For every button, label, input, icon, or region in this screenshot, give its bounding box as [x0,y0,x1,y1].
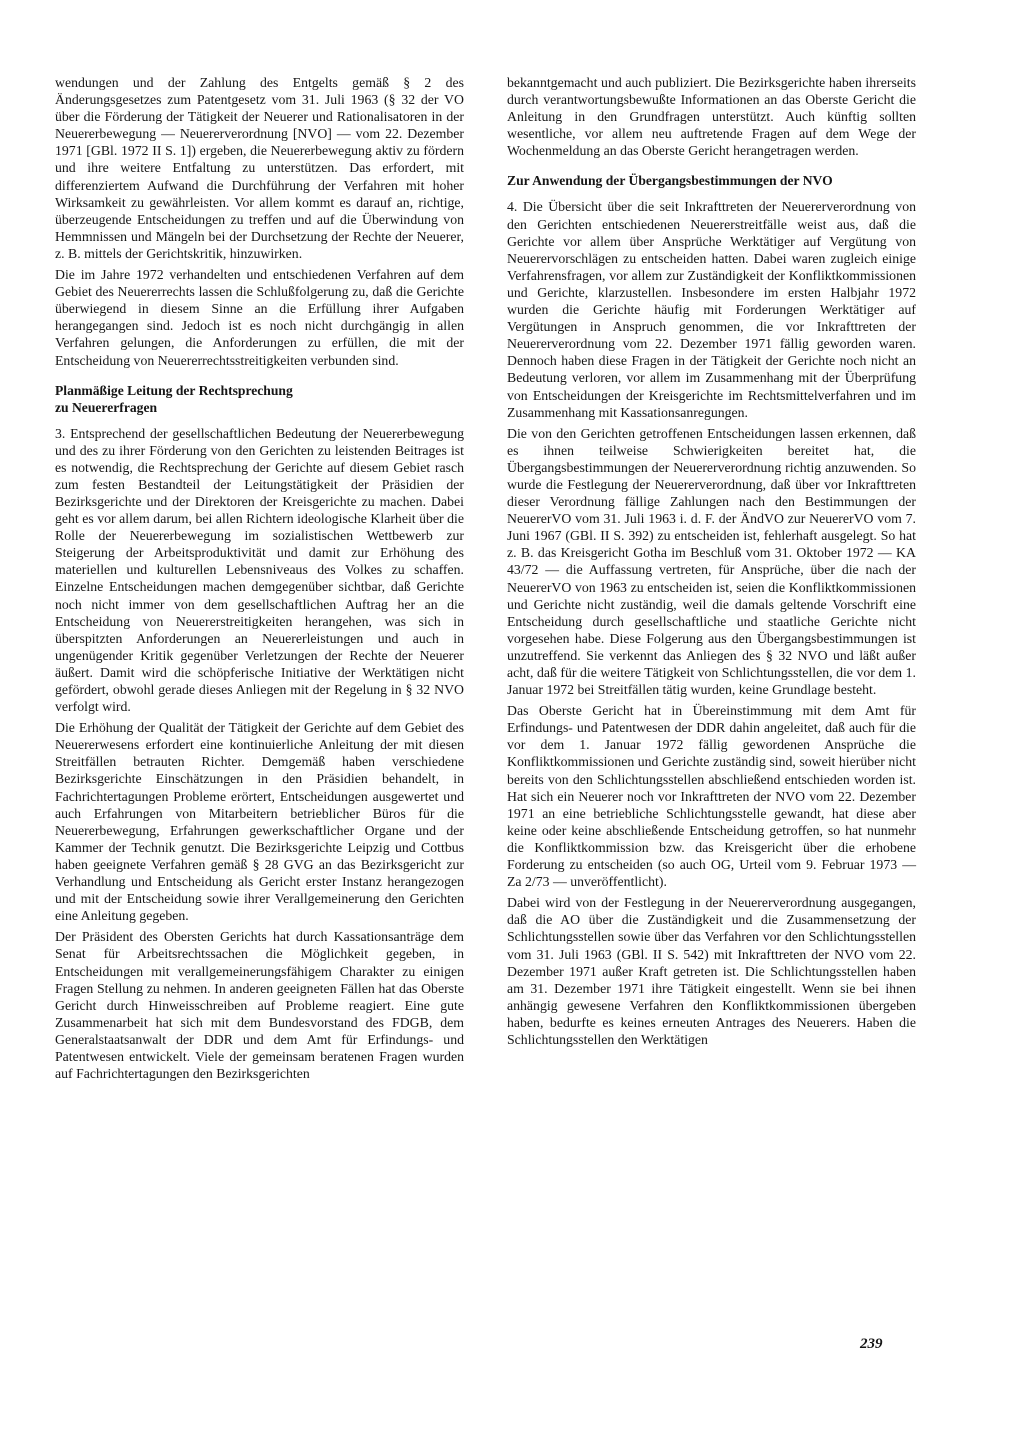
paragraph: Dabei wird von der Festlegung in der Neuererverordnung ausgegangen, daß die AO über die Zuständigkeit und die Zusammensetzung der Schlichtungsstellen sowie über das Verfahren vor den Schlichtungsstellen vom 31. Juli 1963 (GBl. II S. 542) mit Inkrafttreten der NVO vom 22. Dezember 1971 außer Kraft getreten ist. Die Schlichtungsstellen haben am 31. Dezember 1971 ihre Tätigkeit eingestellt. Wenn sie bei ihnen anhängig gewesene Verfahren den Konfliktkommissionen übergeben haben, bedurfte es keines erneuten Antrages des Neuerers. Haben die Schlichtungsstellen den Werktätigen [507,895,916,1047]
paragraph: Das Oberste Gericht hat in Übereinstimmung mit dem Amt für Erfindungs- und Patentwesen der DDR dahin angeleitet, daß auch für die vor dem 1. Januar 1972 fällig gewordenen Ansprüche die Konfliktkommissionen und Gerichte zuständig sind, soweit hierüber nicht bereits von den Schlichtungsstellen abschließend entschieden worden ist. Hat sich ein Neuerer noch vor Inkrafttreten der NVO vom 22. Dezember 1971 an eine betriebliche Schlichtungsstelle gewandt, hat diese aber keine oder keine abschließende Entscheidung getroffen, so hat nunmehr die Konfliktkommission bzw. das Kreisgericht über die erhobene Forderung zu entscheiden (so auch OG, Urteil vom 9. Februar 1973 — Za 2/73 — unveröffentlicht). [507,703,916,890]
heading-line: Planmäßige Leitung der Rechtsprechung [55,382,293,398]
section-heading [55,382,464,416]
paragraph: Die im Jahre 1972 verhandelten und entschiedenen Verfahren auf dem Gebiet des Neuererrechts lassen die Schlußfolgerung zu, daß die Gerichte überwiegend in diesem Sinne an die Erfüllung ihrer Aufgaben herangegangen sind. Jedoch ist es noch nicht durchgängig in allen Verfahren gelungen, die Anforderungen zu erfüllen, die mit der Entscheidung von Neuererrechtsstreitigkeiten verbunden sind. [55,267,464,368]
heading-line: zu Neuererfragen [55,399,158,415]
paragraph: Die von den Gerichten getroffenen Entscheidungen lassen erkennen, daß es ihnen teilweise Schwierigkeiten bereitet hat, die Übergangsbestimmungen der Neuererverordnung richtig anzuwenden. So wurde die Festlegung der Neuererverordnung, daß über vor Inkrafttreten dieser Verordnung fällige Zahlungen nach den Bestimmungen der NeuererVO vom 31. Juli 1963 i. d. F. der ÄndVO zur NeuererVO vom 7. Juni 1967 (GBl. II S. 392) zu entscheiden ist, fehlerhaft ausgelegt. So hat z. B. das Kreisgericht Gotha im Beschluß vom 31. Oktober 1972 — KA 43/72 — die Auffassung vertreten, für Ansprüche, über die nach der NeuererVO von 1963 zu entscheiden ist, seien die Konfliktkommissionen und Gerichte nicht zuständig, weil die damals geltende Vorschrift eine Entscheidung durch gesellschaftliche und staatliche Gerichte nicht vorgesehen habe. Diese Folgerung aus den Übergangsbestimmungen ist unzutreffend. Sie verkennt das Anliegen des § 32 NVO und läßt außer acht, daß für die weitere Tätigkeit von Schlichtungsstellen, die vor dem 1. Januar 1972 bei Streitfällen tätig wurden, keine Grundlage besteht. [507,425,916,698]
paragraph: wendungen und der Zahlung des Entgelts gemäß § 2 des Änderungsgesetzes zum Patentgesetz vom 31. Juli 1963 (§ 32 der VO über die Förderung der Tätigkeit der Neuerer und Rationalisatoren in der Neuererbewegung — Neuererverordnung [NVO] — vom 22. Dezember 1971 [GBl. 1972 II S. 1]) ergeben, die Neuererbewegung aktiv zu fördern und ihre weitere Entfaltung zu unterstützen. Das erfordert, mit differenziertem Aufwand die Durchführung der Verfahren mit hoher Wirksamkeit zu gewährleisten. Vor allem kommt es darauf an, richtige, überzeugende Entscheidungen zu treffen und auf die Überwindung von Hemmnissen und Mängeln bei der Durchsetzung der Rechte der Neuerer, z. B. mittels der Gerichtskritik, hinzuwirken. [55,75,464,261]
paragraph: bekanntgemacht und auch publiziert. Die Bezirksgerichte haben ihrerseits durch verantwortungsbewußte Informationen an das Oberste Gericht die Anleitung in den Grundfragen unterstützt. Auch künftig sollten wesentliche, vor allem neu auftretende Fragen auf dem Wege der Wochenmeldung an das Oberste Gericht herangetragen werden. [507,75,916,159]
paragraph: 3. Entsprechend der gesellschaftlichen Bedeutung der Neuererbewegung und des zu ihrer Förderung von den Gerichten zu leistenden Beitrages ist es notwendig, die Rechtsprechung der Gerichte auf diesem Gebiet rasch zum festen Bestandteil der Leitungstätigkeit der Präsidien der Bezirksgerichte und der Direktoren der Kreisgerichte zu machen. Dabei geht es vor allem darum, bei allen Richtern ideologische Klarheit über die Rolle der Neuererbewegung im sozialistischen Wettbewerb zur Steigerung der Arbeitsproduktivität und damit zur Erhöhung des materiellen und kulturellen Lebensniveaus des Volkes zu schaffen. Einzelne Entscheidungen machen demgegenüber sichtbar, daß Gerichte noch nicht immer von dem gesellschaftlichen Auftrag her an die Entscheidung von Neuererstreitigkeiten herangehen, was sich in überspitzten Anforderungen an Neuererleistungen und auch in ungenügender Kritik gegenüber Verletzungen der Rechte der Neuerer äußert. Damit wird die schöpferische Initiative der Werktätigen nicht gefördert, obwohl gerade dieses Anliegen mit der Regelung in § 32 NVO verfolgt wird. [55,425,464,715]
section-heading: Zur Anwendung der Übergangsbestimmungen der NVO [507,173,833,189]
page-number: 239 [860,1336,883,1352]
right-column [507,74,916,1052]
paragraph: 4. Die Übersicht über die seit Inkrafttreten der Neuererverordnung von den Gerichten entschiedenen Neuererstreitfälle weist aus, daß die Gerichte vor allem über Ansprüche Werktätiger auf Vergütung von Neuerervorschlägen zu entscheiden hatten. Dabei waren zugleich einige Verfahrensfragen, vor allem zur Zuständigkeit der Konfliktkommissionen und Gerichte, klarzustellen. Insbesondere im ersten Halbjahr 1972 wurden die Gerichte häufig mit Forderungen Werktätiger auf Vergütungen in Anspruch genommen, die vor Inkrafttreten der Neuererverordnung vom 22. Dezember 1971 fällig geworden waren. Dennoch haben diese Fragen in der Tätigkeit der Gerichte noch nicht an Bedeutung verloren, vor allem im Zusammenhang mit der Überprüfung von Entscheidungen der Kreisgerichte im Rechtsmittelverfahren und im Zusammenhang mit Kassationsanregungen. [507,199,916,420]
paragraph: Die Erhöhung der Qualität der Tätigkeit der Gerichte auf dem Gebiet des Neuererwesens erfordert eine kontinuierliche Anleitung der mit diesen Streitfällen betrauten Richter. Demgemäß haben verschiedene Bezirksgerichte Einschätzungen in den Präsidien behandelt, in Fachrichtertagungen Probleme erörtert, Entscheidungen ausgewertet und auch Erfahrungen von Mitarbeitern betrieblicher Büros für die Neuererbewegung, Erfahrungen gewerkschaftlicher Organe und der Kammer der Technik genutzt. Die Bezirksgerichte Leipzig und Cottbus haben geeignete Verfahren gemäß § 28 GVG an das Bezirksgericht zur Verhandlung und Entscheidung als Gericht erster Instanz herangezogen und mit der Entscheidung sowie ihrer Verallgemeinerung den Gerichten eine Anleitung gegeben. [55,720,464,924]
paragraph: Der Präsident des Obersten Gerichts hat durch Kassationsanträge dem Senat für Arbeitsrechtssachen die Möglichkeit gegeben, in Entscheidungen mit verallgemeinerungsfähigem Charakter zu einigen Fragen Stellung zu nehmen. In anderen geeigneten Fällen hat das Oberste Gericht durch Hinweisschreiben auf Probleme reagiert. Eine gute Zusammenarbeit hat sich mit dem Bundesvorstand des FDGB, dem Generalstaatsanwalt der DDR und dem Amt für Erfindungs- und Patentwesen entwickelt. Viele der gemeinsam beratenen Fragen wurden auf Fachrichtertagungen den Bezirksgerichten [55,929,464,1082]
left-column [55,74,464,1086]
